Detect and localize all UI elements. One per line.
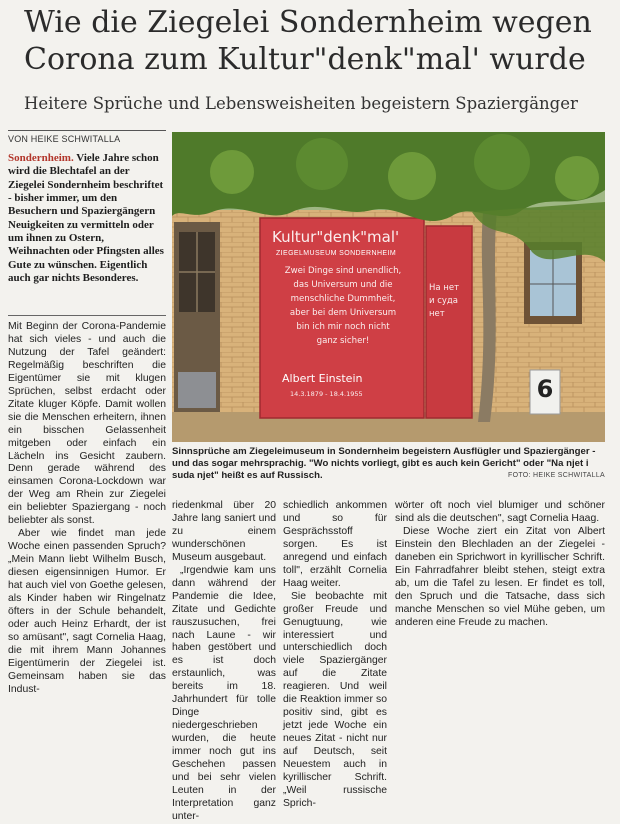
caption-text: Sinnsprüche am Ziegeleimuseum in Sondernheim begeistern Ausflügler und Spaziergänger - und das sogar mehrsprachig. "Wo nichts vorliegt, gibt es auch kein Gericht" oder "Na njet i suda njet" heißt es auf Russisch. <box>172 446 596 481</box>
board-quote-line: das Universum und die <box>293 280 393 290</box>
board-quote-line: ganz sicher! <box>316 336 370 346</box>
board-author: Albert Einstein <box>282 372 363 385</box>
dateline-place: Sondernheim. <box>8 152 74 164</box>
headline-line-2: Corona zum Kultur"denk"mal' wurde <box>24 42 586 77</box>
lead-paragraph <box>8 152 166 285</box>
column-4 <box>395 500 605 630</box>
headline-line-1: Wie die Ziegelei Sondernheim wegen <box>24 5 592 40</box>
column-4-paragraph-1: wörter oft noch viel blumiger und schöner sind als die deutschen", sagt Cornelia Haag. <box>395 500 605 524</box>
column-3 <box>283 500 387 811</box>
headline <box>24 4 604 78</box>
board-cyrillic-line: нет <box>429 309 445 319</box>
column-2 <box>172 500 276 824</box>
board-banner: ZIEGELMUSEUM SONDERNHEIM <box>276 250 397 257</box>
subheadline: Heitere Sprüche und Lebensweisheiten begeistern Spaziergänger <box>24 94 578 113</box>
board-cyrillic-quote <box>429 282 471 321</box>
board-quote-line: aber bei dem Universum <box>289 308 397 318</box>
column-3-paragraph-1: schiedlich ankommen und so für Gesprächsstoff sorgen. Es ist anregend und einfach toll", erzählt Cornelia Haag weiter. <box>283 500 387 589</box>
board-author-dates: 14.3.1879 - 18.4.1955 <box>290 390 363 398</box>
lead-text: Viele Jahre schon wird die Blechtafel an der Ziegelei Sondernheim beschriftet - bisher immer, um den Besuchern und Spaziergängern Neuigkeiten zu vermitteln oder um ihnen zu Ostern, Weihnachten oder Pfingsten alles Gute zu wünschen. Eigentlich auch gar nichts Besonderes. <box>8 152 164 285</box>
house-number: 6 <box>536 375 554 403</box>
board-quote <box>266 264 420 348</box>
board-cyrillic-line: и суда <box>429 296 459 306</box>
board-quote-line: menschliche Dummheit, <box>290 294 396 304</box>
byline: VON HEIKE SCHWITALLA <box>8 130 166 144</box>
board-quote-line: bin ich mir noch nicht <box>296 322 390 332</box>
photo-caption <box>172 446 605 482</box>
column-2-paragraph-1: riedenkmal über 20 Jahre lang saniert und zu einem wunderschönen Museum ausgebaut. <box>172 500 276 563</box>
column-1 <box>8 321 166 697</box>
column-1-paragraph-2: Aber wie findet man jede Woche einen passenden Spruch? „Mein Mann liebt Wilhelm Busch, diesen eigensinnigen Humor. Er hat auch viel von Goethe gelesen, als Kinder haben wir Ringelnatz öfters in der Schule behandelt, oder auch Heinz Erhardt, der ist so amüsant", sagt Cornelia Haag, die mit ihrem Mann Johannes Eigentümerin der Ziegelei ist. Gemeinsam haben sie das Indust- <box>8 528 166 695</box>
board-title: Kultur"denk"mal' <box>272 228 400 246</box>
column-1-paragraph-1: Mit Beginn der Corona-Pandemie hat sich vieles - und auch die Nutzung der Tafel geändert: Regelmäßig beschriften die Eigentümer sie mit klugen Sprüchen, selbst erdacht oder Zitate kluger Köpfe. Damit wollen sie die Menschen erheitern, ihnen ein bisschen Gelassenheit mitgeben oder einfach ein Lächeln ins Gesicht zaubern. Denn gerade während des einsamen Corona-Lockdown war der Weg am Rhein zur Ziegelei ein beliebter Spaziergang - noch beliebter als sonst. <box>8 321 166 527</box>
article-photo <box>172 132 605 442</box>
column-4-paragraph-2: Diese Woche ziert ein Zitat von Albert Einstein den Blechladen an der Ziegelei - daneben ein Sprichwort in kyrillischer Schrift. Ein Fahrradfahrer bleibt stehen, steigt extra ab, um die Tafel zu lesen. Er findet es toll, den Spruch und die Tatsache, dass sich manche Menschen so viel Mühe geben, um anderen eine Freude zu machen. <box>395 525 605 628</box>
column-2-paragraph-2: „Irgendwie kam uns dann während der Pandemie die Idee, Zitate und Gedichte rauszusuchen, frei nach Laune - wir haben gestöbert und es ist doch erstaunlich, was bereits im 18. Jahrhundert für tolle Dinge niedergeschrieben wurden, die heute immer noch gut ins Geschehen passen und bei sehr vielen Leuten in der Interpretation ganz unter- <box>172 564 276 822</box>
board-quote-line: Zwei Dinge sind unendlich, <box>284 266 402 276</box>
column-3-paragraph-2: Sie beobachte mit großer Freude und Genugtuung, wie interessiert und unterschiedlich doch viele Spaziergänger auf die Zitate reagieren. Und weil die Reaktion immer so positiv sind, gibt es jetzt jede Woche ein neues Zitat - nicht nur auf Deutsch, seit Neuestem auch in kyrillischer Schrift. „Weil russische Sprich- <box>283 590 387 809</box>
lead-divider <box>8 315 166 316</box>
board-cyrillic-line: На нет <box>429 283 460 293</box>
photo-credit: FOTO: HEIKE SCHWITALLA <box>508 472 605 479</box>
